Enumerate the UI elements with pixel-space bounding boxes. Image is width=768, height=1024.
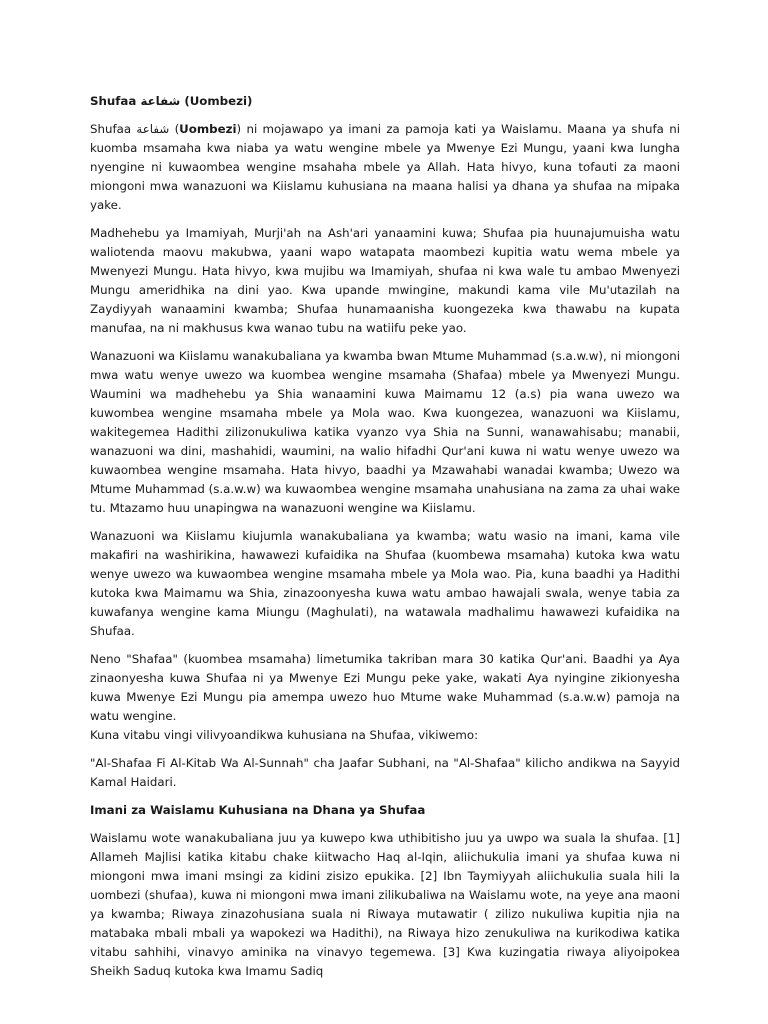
- intro-arabic: شفاعة: [136, 122, 170, 136]
- section-heading: Imani za Waislamu Kuhusiana na Dhana ya Shufaa: [90, 803, 426, 817]
- intro-rest: ) ni mojawapo ya imani za pamoja kati ya Waislamu. Maana ya shufa ni kuomba msamaha kwa niaba ya watu wengine mbele ya Mwenye Ezi Mungu, yaani kwa lungha nyengine ni kuwaombea wengine msahaha mbele ya Allah. Hata hivyo, kuna tofauti za maoni miongoni mwa wanazuoni wa Kiislamu kuhusiana na maana halisi ya dhana ya shufaa na mipaka yake.: [90, 122, 680, 212]
- section-paragraph: Waislamu wote wanakubaliana juu ya kuwepo kwa uthibitisho juu ya uwpo wa suala la shufaa. [1] Allameh Majlisi katika kitabu chake kiitwacho Haq al-Iqin, aliichukulia imani ya shufaa kuwa ni miongoni mwa imani msingi za kidini zisizo epukika. [2] Ibn Taymiyyah aliichukulia suala hili la uombezi (shufaa), kuwa ni miongoni mwa imani zilikubaliwa na Waislamu wote, na yeye ana maoni ya kwamba; Riwaya zinazohusiana suala ni Riwaya mutawatir ( zilizo nukuliwa kupitia njia na matabaka mbali mbali ya wapokezi wa Hadithi), na Riwaya hizo zenukuliwa na kurikodiwa katika vitabu sahhihi, vinavyo aminika na vinavyo tegemewa. [3] Kwa kuzingatia riwaya aliyoipokea Sheikh Saduq kutoka kwa Imamu Sadiq: [90, 831, 680, 978]
- intro-term: Shufaa: [90, 122, 132, 136]
- title-gloss: (Uombezi): [184, 94, 253, 108]
- title-arabic: شفاعة: [140, 94, 181, 108]
- paragraph-wanazuoni: Wanazuoni wa Kiislamu wanakubaliana ya kwamba bwan Mtume Muhammad (s.a.w.w), ni miongoni mwa watu wenye uwezo wa kuombea wengine msamaha (Shafaa) mbele ya Mwenyezi Mungu. Waumini wa madhehebu ya Shia wanaamini kuwa Maimamu 12 (a.s) pia wana uwezo wa kuwombea wengine msamaha mbele ya Mola wao. Kwa kuongezea, wanazuoni wa Kiislamu, wakitegemea Hadithi zilizonukuliwa katika vyanzo vya Shia na Sunni, wanawahisabu; manabii, wanazuoni wa dini, mashahidi, waumini, na walio hifadhi Qur'ani kuwa ni watu wenye uwezo wa kuwaombea wengine msamaha. Hata hivyo, baadhi ya Mzawahabi wanadai kwamba; Uwezo wa Mtume Muhammad (s.a.w.w) wa kuwaombea wengine msamaha unahusiana na zama za uhai wake tu. Mtazamo huu unapingwa na wanazuoni wengine wa Kiislamu.: [90, 349, 680, 515]
- paragraph-madhehebu: Madhehebu ya Imamiyah, Murji'ah na Ash'ari yanaamini kuwa; Shufaa pia huunajumuisha watu waliotenda maovu makubwa, yaani wapo watapata maombezi kupitia watu wema mbele ya Mwenyezi Mungu. Hata hivyo, kwa mujibu wa Imamiyah, shufaa ni kwa wale tu ambao Mwenyezi Mungu ameridhika na dini yao. Kwa upande mwingine, makundi kama vile Mu'utazilah na Zaydiyyah wanaamini kwamba; Shufaa hunamaanisha kuongezeka kwa thawabu na kupata manufaa, na ni makhusus kwa wanao tubu na watiifu peke yao.: [90, 226, 680, 335]
- paragraph-kiujumla: Wanazuoni wa Kiislamu kiujumla wanakubaliana ya kwamba; watu wasio na imani, kama vile makafiri na washirikina, hawawezi kufaidika na Shufaa (kuombewa msamaha) kutoka kwa watu wenye uwezo wa kuwaombea wengine msamaha mbele ya Mola wao. Pia, kuna baadhi ya Hadithi kutoka kwa Maimamu wa Shia, zinazoonyesha kuwa watu ambao hawajali swala, wenye tabia za kuwafanya wengine kama Miungu (Maghulati), na watawala madhalimu hawawezi kufaidika na Shufaa.: [90, 529, 680, 638]
- books-intro: Kuna vitabu vingi vilivyoandikwa kuhusiana na Shufaa, vikiwemo:: [90, 728, 479, 742]
- document-page: [90, 92, 680, 990]
- title-term: Shufaa: [90, 94, 137, 108]
- page-title: [90, 92, 680, 111]
- intro-open-paren: (: [174, 122, 180, 136]
- intro-gloss: Uombezi: [179, 122, 237, 136]
- intro-paragraph: [90, 120, 680, 215]
- paragraph-neno: Neno "Shafaa" (kuombea msamaha) limetumika takriban mara 30 katika Qur'ani. Baadhi ya Aya zinaonyesha kuwa Shufaa ni ya Mwenye Ezi Mungu peke yake, wakati Aya nyingine zikionyesha kuwa Mwenye Ezi Mungu pia amempa uwezo huo Mtume wake Muhammad (s.a.w.w) pamoja na watu wengine.: [90, 652, 680, 723]
- books-list: "Al-Shafaa Fi Al-Kitab Wa Al-Sunnah" cha Jaafar Subhani, na "Al-Shafaa" kilicho andikwa na Sayyid Kamal Haidari.: [90, 756, 680, 789]
